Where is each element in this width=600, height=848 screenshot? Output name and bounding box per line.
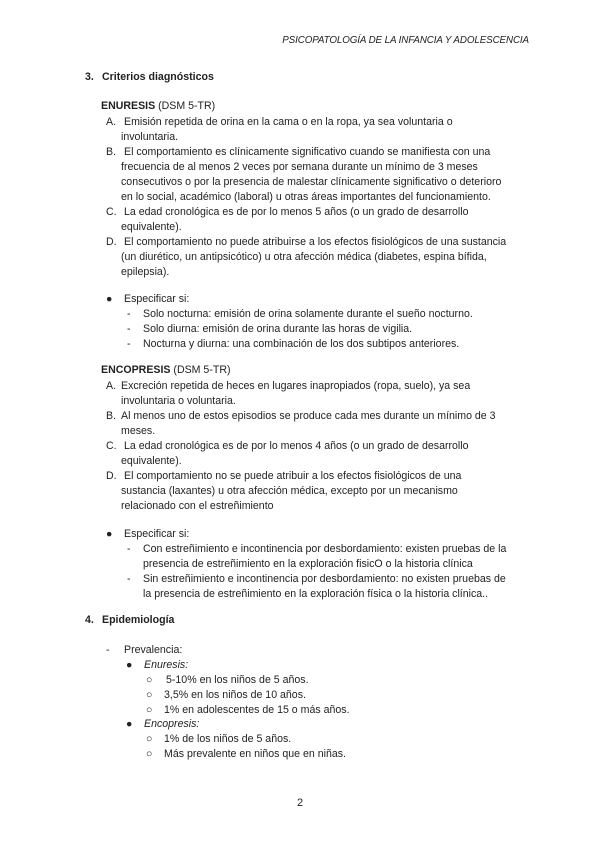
specify-label: Especificar si: [124,293,190,305]
prevalence-item: 1% en adolescentes de 15 o más años. [164,704,350,716]
criterion-line: involuntaria o voluntaria. [121,395,236,407]
dash-icon: - [127,323,131,335]
dash-icon: - [127,308,131,320]
criterion-line: frecuencia de al menos 2 veces por semana durante un mínimo de 3 meses [121,161,478,173]
criterion-line: sustancia (laxantes) u otra afección médica, excepto por un mecanismo [121,485,458,497]
encopresis-ref: (DSM 5-TR) [173,364,231,376]
criterion-line: en lo social, académico (laboral) u otras áreas importantes del funcionamiento. [121,191,491,203]
dash-icon: - [127,338,131,350]
dash-icon: - [127,573,131,585]
criterion-marker: A. [106,380,117,392]
enuresis-heading [101,100,215,112]
circle-bullet-icon: ○ [146,748,153,760]
enuresis-title: ENURESIS [101,100,156,112]
bullet-icon: ● [106,293,113,305]
section-number: 4. [85,614,94,626]
specify-item: Sin estreñimiento e incontinencia por desbordamiento: no existen pruebas de [143,573,506,585]
section-number: 3. [85,71,94,83]
circle-bullet-icon: ○ [146,733,153,745]
criterion-line: El comportamiento no se puede atribuir a los efectos fisiológicos de una [124,470,462,482]
criterion-line: El comportamiento no puede atribuirse a los efectos fisiológicos de una sustancia [124,236,507,248]
section-3-heading [85,71,214,83]
circle-bullet-icon: ○ [146,704,153,716]
bullet-icon: ● [126,718,133,730]
bullet-icon: ● [106,528,113,540]
criterion-line: Excreción repetida de heces en lugares inapropiados (ropa, suelo), ya sea [121,380,471,392]
specify-item: Nocturna y diurna: una combinación de los dos subtipos anteriores. [143,338,460,350]
criterion-line: (un diurético, un antipsicótico) u otra afección médica (diabetes, espina bífida, [121,251,487,263]
criterion-line: Emisión repetida de orina en la cama o en la ropa, ya sea voluntaria o [124,116,453,128]
criterion-line: equivalente). [121,221,182,233]
criterion-marker: D. [106,470,117,482]
criterion-marker: B. [106,146,117,158]
specify-item: Con estreñimiento e incontinencia por desbordamiento: existen pruebas de la [143,543,507,555]
specify-item: la presencia de estreñimiento en la exploración física o la historia clínica.. [143,588,489,600]
section-title: Epidemiología [102,614,175,626]
criterion-line: meses. [121,425,156,437]
bullet-icon: ● [126,659,133,671]
circle-bullet-icon: ○ [146,689,153,701]
criterion-marker: C. [106,206,117,218]
criterion-line: La edad cronológica es de por lo menos 5 años (o un grado de desarrollo [124,206,469,218]
criterion-line: El comportamiento es clínicamente significativo cuando se manifiesta con una [124,146,491,158]
criterion-line: relacionado con el estreñimiento [121,500,274,512]
criterion-line: epilepsia). [121,266,170,278]
criterion-marker: B. [106,410,117,422]
dash-icon: - [106,644,110,656]
criterion-line: consecutivos o por la presencia de malestar clínicamente significativo o deterioro [121,176,502,188]
specify-label: Especificar si: [124,528,190,540]
criterion-line: equivalente). [121,455,182,467]
section-title: Criterios diagnósticos [102,71,214,83]
circle-bullet-icon: ○ [146,674,153,686]
dash-icon: - [127,543,131,555]
specify-item: Solo nocturna: emisión de orina solamente durante el sueño nocturno. [143,308,473,320]
specify-item: Solo diurna: emisión de orina durante las horas de vigilia. [143,323,413,335]
enuresis-ref: (DSM 5-TR) [158,100,216,112]
running-header: PSICOPATOLOGÍA DE LA INFANCIA Y ADOLESCENCIA [282,35,529,46]
prevalence-item: Más prevalente en niños que en niñas. [164,748,346,760]
specify-item: presencia de estreñimiento en la exploración fisicO o la historia clínica [143,558,473,570]
encopresis-heading [101,364,231,376]
prevalence-item: 1% de los niños de 5 años. [164,733,292,745]
criterion-line: involuntaria. [121,131,179,143]
encopresis-prevalence-label: Encopresis: [144,718,200,730]
prevalence-item: 5-10% en los niños de 5 años. [166,674,309,686]
criterion-marker: D. [106,236,117,248]
enuresis-prevalence-label: Enuresis: [144,659,189,671]
page-number: 2 [296,797,304,809]
section-4-heading [85,614,174,626]
criterion-line: Al menos uno de estos episodios se produce cada mes durante un mínimo de 3 [121,410,496,422]
criterion-marker: A. [106,116,117,128]
criterion-marker: C. [106,440,117,452]
criterion-line: La edad cronológica es de por lo menos 4 años (o un grado de desarrollo [124,440,469,452]
prevalence-label: Prevalencia: [124,644,183,656]
encopresis-title: ENCOPRESIS [101,364,171,376]
prevalence-item: 3,5% en los niños de 10 años. [164,689,306,701]
